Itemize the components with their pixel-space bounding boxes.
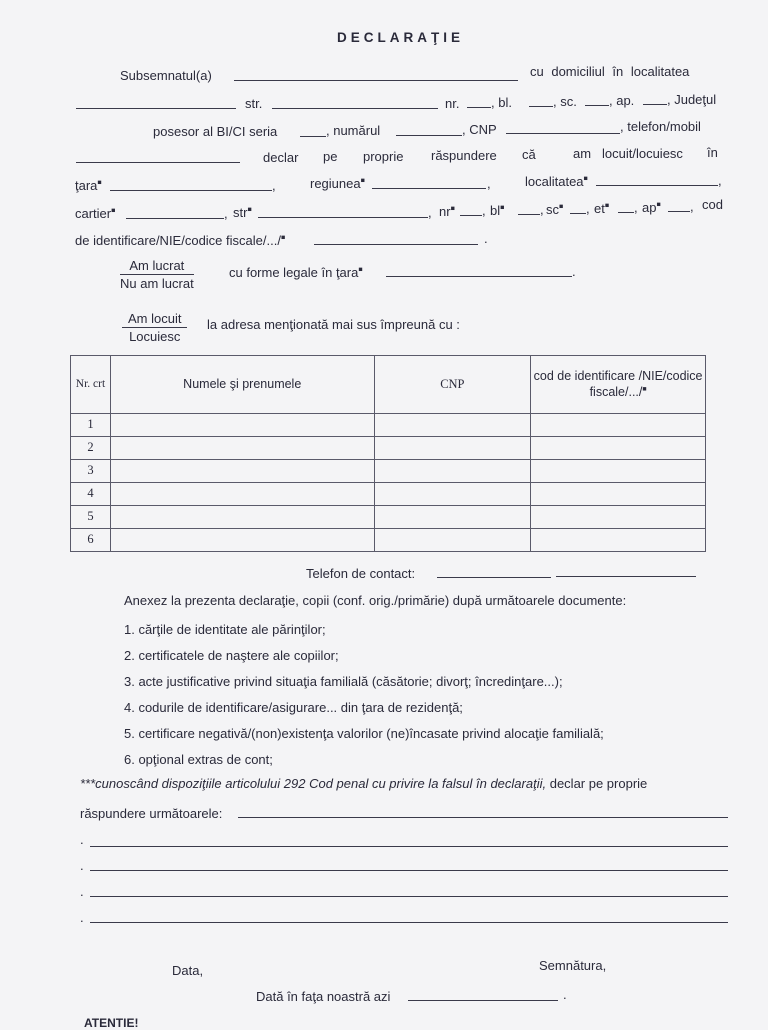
mark: ■ [450,205,455,213]
cell-cnp[interactable] [374,459,531,482]
field-seria[interactable] [300,136,326,137]
table-row [71,413,706,436]
field-data-fata[interactable] [408,1000,558,1001]
label-sc2: sc [546,202,559,217]
locuit-text: la adresa menţionată mai sus împreună cu : [207,317,460,332]
label-sc: , sc. [553,94,577,109]
cell-cnp[interactable] [374,436,531,459]
field-regiunea[interactable] [372,188,486,189]
label-bl2: bl [490,203,501,218]
declar-word-8: în [707,145,718,160]
comma: , [272,178,276,193]
field-localitatea[interactable] [596,185,718,186]
field-localitate[interactable] [76,108,236,109]
document-item: 6. opţional extras de cont; [124,752,273,767]
dot: . [80,884,84,899]
atentie-heading: ATENTIE! [84,1016,139,1030]
cell-cod[interactable] [531,436,706,459]
header-nr-crt: Nr. crt [71,356,111,414]
field-ap2[interactable] [668,211,690,212]
mark: ■ [583,175,588,183]
comma: , [428,205,432,220]
comma: , [482,203,486,218]
field-declaratie-line-3[interactable] [90,896,728,897]
label-cartier: cartier [75,206,112,221]
cell-nume[interactable] [110,528,374,551]
mark: ■ [500,204,505,212]
label-regiunea: regiunea [310,176,361,191]
field-ap[interactable] [643,104,667,105]
mark: ■ [97,179,102,187]
field-nr2[interactable] [460,215,482,216]
document-item: 4. codurile de identificare/asigurare... din ţara de rezidenţă; [124,700,463,715]
cell-nume[interactable] [110,436,374,459]
field-nr[interactable] [467,107,491,108]
label-et2: et [594,201,605,216]
label-bl: , bl. [491,95,512,110]
header-cod [531,356,706,414]
comma: , [224,206,228,221]
cell-nume[interactable] [110,505,374,528]
table-row [71,528,706,551]
table-row [71,505,706,528]
field-street[interactable] [272,108,438,109]
declar-word-3: proprie [363,149,404,164]
label-cod: cod [702,197,723,212]
cell-nume[interactable] [110,459,374,482]
row-number: 5 [71,505,111,528]
field-bl[interactable] [529,106,553,107]
anexez-text: Anexez la prezenta declaraţie, copii (conf. orig./primărie) după următoarele documente: [124,593,627,608]
label-tara: ţara [75,178,98,193]
label-subsemnatul: Subsemnatul(a) [120,68,212,83]
field-declaratie-line-2[interactable] [90,870,728,871]
declar-word-1: declar [263,150,299,165]
document-item: 3. acte justificative privind situaţia familială (căsătorie; divorţ; încredinţare...); [124,674,563,689]
field-raspundere[interactable] [238,817,728,818]
cunoscand-text [80,776,647,791]
dot: . [484,231,488,246]
field-telefon[interactable] [76,162,240,163]
document-title: DECLARAŢIE [337,30,464,45]
header-cod-label: cod de identificare /NIE/codice fiscale/.../ [533,369,703,400]
comma: , [634,200,638,215]
cell-cod[interactable] [531,528,706,551]
declar-word-7: locuit/locuiesc [602,146,683,161]
mark: ■ [111,207,116,215]
raspundere-label: răspundere următoarele: [80,806,223,821]
comma: , [487,176,491,191]
comma: , [690,199,694,214]
field-et2[interactable] [618,212,634,213]
cell-cod[interactable] [531,413,706,436]
field-telefon-contact-2[interactable] [556,576,696,577]
field-sc2[interactable] [570,213,586,214]
row-number: 3 [71,459,111,482]
mark: ■ [247,206,252,214]
header-cnp: CNP [374,356,531,414]
mark: ■ [559,203,564,211]
label-domiciliu: cu domiciliul în localitatea [530,64,690,79]
row-number: 4 [71,482,111,505]
mark: ■ [642,386,647,394]
comma: , [718,173,722,188]
label-str: str. [245,96,263,111]
dot: . [572,264,576,279]
cell-cod[interactable] [531,459,706,482]
option-nu-am-lucrat[interactable]: Nu am lucrat [120,276,194,291]
document-item: 2. certificatele de naştere ale copiilor; [124,648,339,663]
field-sc[interactable] [585,105,609,106]
cell-cod[interactable] [531,505,706,528]
declar-word-5: că [522,147,536,162]
row-number: 6 [71,528,111,551]
table-row [71,482,706,505]
field-numarul[interactable] [396,135,462,136]
declar-word-4: răspundere [431,148,497,163]
label-numarul: , numărul [326,123,381,138]
comma: , [586,201,590,216]
label-str2: str [233,205,248,220]
cunoscand-rest: declar pe proprie [549,776,648,791]
field-declaratie-line-1[interactable] [90,846,728,847]
field-cod-identificare[interactable] [314,244,478,245]
label-data: Data, [172,963,204,978]
row-number: 1 [71,413,111,436]
option-locuiesc[interactable]: Locuiesc [129,329,181,344]
cell-nume[interactable] [110,413,374,436]
cell-nume[interactable] [110,482,374,505]
comma: , [540,202,544,217]
label-posesor: posesor al BI/CI seria [153,124,278,139]
field-bl2[interactable] [518,214,540,215]
label-de-identificare: de identificare/NIE/codice fiscale/.../ [75,233,281,248]
mark: ■ [360,177,365,185]
row-number: 2 [71,436,111,459]
document-item: 5. certificare negativă/(non)existenţa valorilor (ne)încasate privind alocaţie familială; [124,726,604,741]
label-nr: nr. [445,96,460,111]
cell-cnp[interactable] [374,413,531,436]
label-judetul: , Judeţul [667,92,717,107]
dot: . [80,910,84,925]
mark: ■ [280,234,286,242]
dot: . [80,832,84,847]
label-ap2: ap [642,200,657,215]
field-declaratie-line-4[interactable] [90,922,728,923]
declar-word-6: am [573,146,592,161]
field-cnp[interactable] [506,133,620,134]
label-telefon: , telefon/mobil [620,119,701,134]
field-tara[interactable] [110,190,272,191]
label-localitatea: localitatea [525,174,584,189]
field-name[interactable] [234,80,518,81]
table-row [71,436,706,459]
header-nume: Numele şi prenumele [110,356,374,414]
cunoscand-italic: ***cunoscând dispoziţiile articolului 292 Cod penal cu privire la falsul în declaraţii, [80,776,547,791]
label-data-fata: Dată în faţa noastră azi [256,989,391,1004]
dot: . [80,858,84,873]
field-telefon-contact-1[interactable] [437,577,551,578]
table-row [71,459,706,482]
cell-cnp[interactable] [374,528,531,551]
lucrat-text: cu forme legale în ţara [229,265,359,280]
cell-cnp[interactable] [374,482,531,505]
field-tara-lucrat[interactable] [386,276,572,277]
label-cnp: , CNP [462,122,497,137]
label-ap: , ap. [609,93,635,108]
fraction-lucrat [120,258,194,291]
cell-cod[interactable] [531,482,706,505]
label-semnatura: Semnătura, [539,958,607,973]
mark: ■ [656,201,661,209]
fraction-locuit [122,311,187,344]
household-table [70,355,706,552]
cell-cnp[interactable] [374,505,531,528]
field-str2[interactable] [258,217,428,218]
label-telefon-contact: Telefon de contact: [306,566,416,581]
label-nr2: nr [439,204,451,219]
dot: . [563,987,567,1002]
field-cartier[interactable] [126,218,224,219]
option-am-locuit[interactable]: Am locuit [122,311,187,328]
mark: ■ [604,202,610,210]
document-item: 1. cărţile de identitate ale părinţilor; [124,622,326,637]
declar-word-2: pe [323,149,338,164]
mark: ■ [358,266,363,274]
option-am-lucrat[interactable]: Am lucrat [120,258,194,275]
